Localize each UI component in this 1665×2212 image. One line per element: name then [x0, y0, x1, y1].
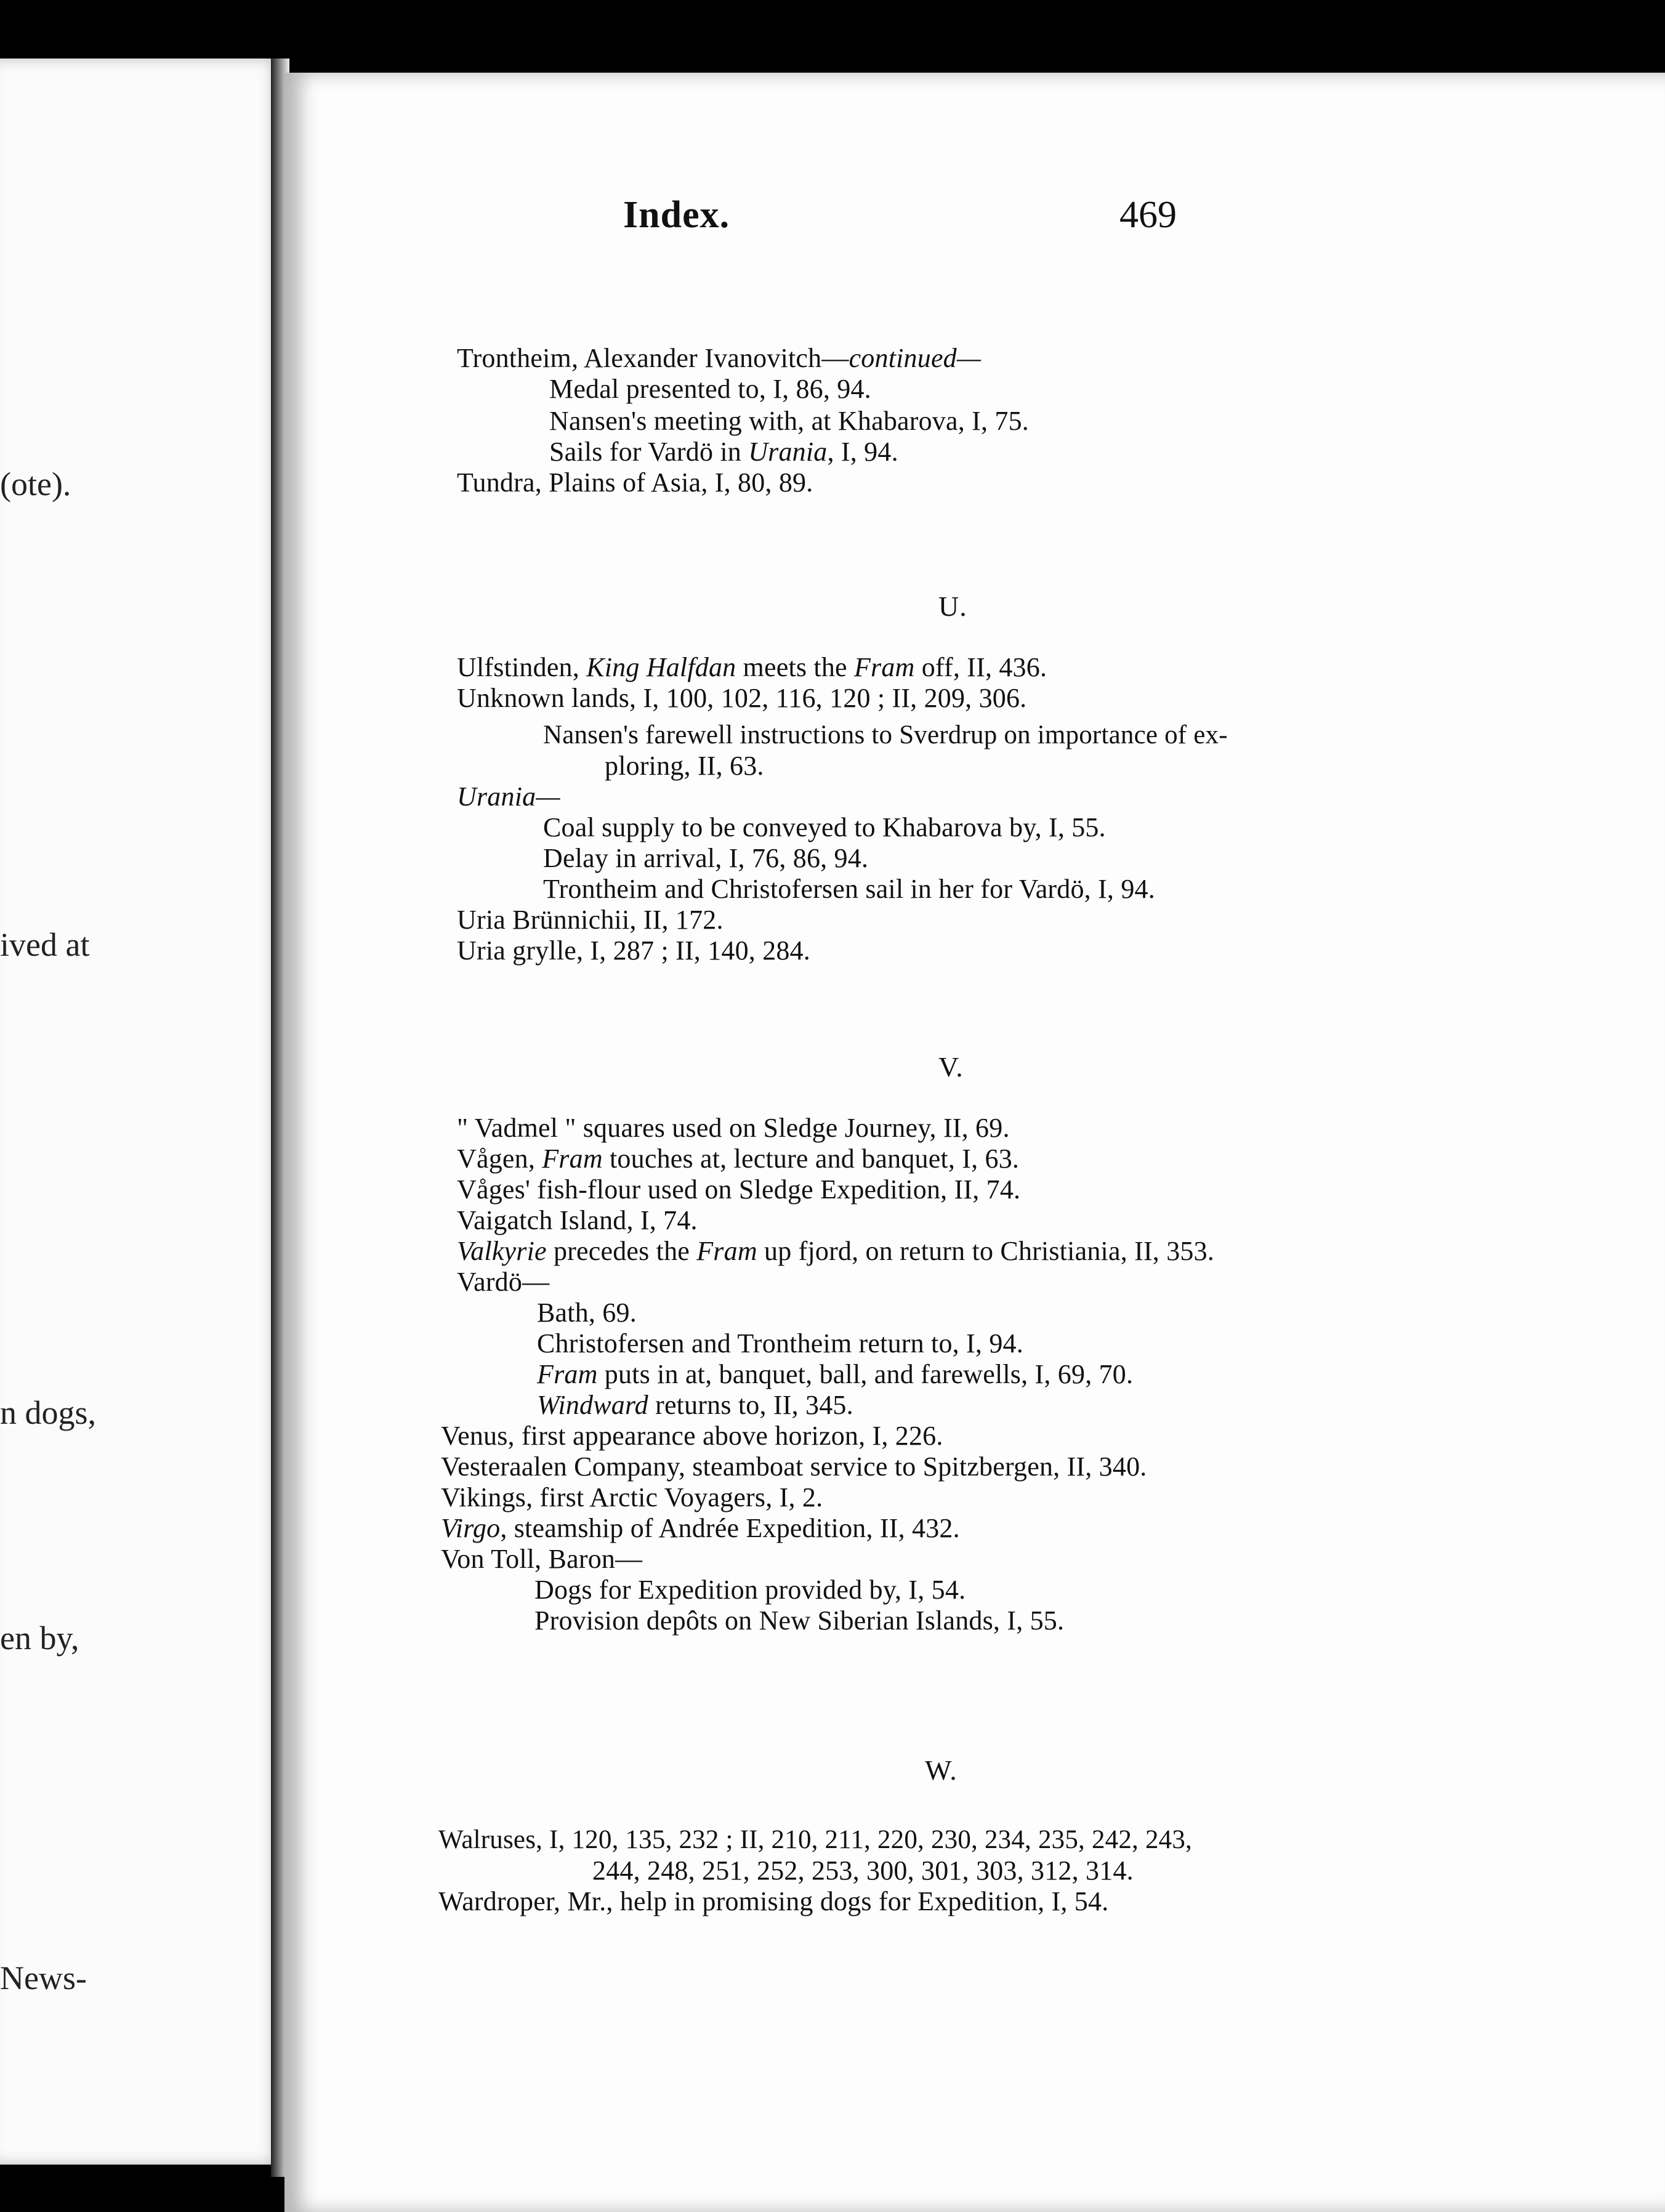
section-letter-v: V. [938, 1051, 964, 1083]
index-subentry: Trontheim and Christofersen sail in her for Vardö, I, 94. [543, 874, 1155, 904]
index-entry: Unknown lands, I, 100, 102, 116, 120 ; II, 209, 306. [457, 683, 1027, 713]
index-subentry: Delay in arrival, I, 76, 86, 94. [543, 843, 869, 873]
index-subentry: Nansen's farewell instructions to Sverdrup on importance of ex- [543, 721, 1228, 749]
index-entry: Vaigatch Island, I, 74. [457, 1205, 698, 1235]
index-entry: Vågen, Fram touches at, lecture and banquet, I, 63. [457, 1144, 1020, 1174]
left-facing-page [0, 59, 284, 2165]
page-number: 469 [1119, 194, 1177, 236]
index-subentry: Sails for Vardö in Urania, I, 94. [549, 437, 898, 467]
index-entry: Walruses, I, 120, 135, 232 ; II, 210, 211, 220, 230, 234, 235, 242, 243, [438, 1825, 1193, 1854]
index-entry-continuation: 244, 248, 251, 252, 253, 300, 301, 303, 312, 314. [592, 1855, 1134, 1886]
index-subentry: Medal presented to, I, 86, 94. [549, 374, 871, 404]
index-entry: Våges' fish-flour used on Sledge Expedition, II, 74. [457, 1174, 1021, 1205]
left-page-fragment: n dogs, [0, 1394, 97, 1431]
left-page-fragment: en by, [0, 1620, 79, 1657]
index-subentry: Provision depôts on New Siberian Islands, I, 55. [534, 1605, 1065, 1636]
index-entry: Venus, first appearance above horizon, I, 226. [441, 1421, 943, 1451]
index-subentry: Windward returns to, II, 345. [537, 1390, 853, 1420]
index-entry: Ulfstinden, King Halfdan meets the Fram off, II, 436. [457, 652, 1047, 682]
index-entry: Vikings, first Arctic Voyagers, I, 2. [441, 1482, 823, 1512]
index-entry: Vardö— [457, 1267, 550, 1297]
index-entry: Valkyrie precedes the Fram up fjord, on return to Christiania, II, 353. [457, 1236, 1214, 1266]
index-entry: Trontheim, Alexander Ivanovitch—continued— [457, 343, 982, 373]
index-entry: Von Toll, Baron— [441, 1544, 643, 1574]
index-subentry: Dogs for Expedition provided by, I, 54. [534, 1575, 966, 1605]
index-entry: " Vadmel " squares used on Sledge Journey, II, 69. [457, 1113, 1010, 1143]
index-entry: Uria grylle, I, 287 ; II, 140, 284. [457, 935, 810, 966]
index-entry: Virgo, steamship of Andrée Expedition, II, 432. [441, 1513, 960, 1543]
left-page-fragment: (ote). [0, 466, 71, 503]
index-subentry-continuation: ploring, II, 63. [605, 751, 764, 781]
index-subentry: Christofersen and Trontheim return to, I, 94. [537, 1328, 1023, 1358]
section-letter-u: U. [938, 591, 967, 622]
index-entry: Urania— [457, 781, 560, 812]
index-entry: Wardroper, Mr., help in promising dogs for Expedition, I, 54. [438, 1886, 1109, 1916]
left-page-fragment: News- [0, 1960, 87, 1996]
index-subentry: Nansen's meeting with, at Khabarova, I, 75. [549, 406, 1029, 436]
index-subentry: Bath, 69. [537, 1298, 637, 1328]
section-letter-w: W. [925, 1754, 957, 1786]
page-title: Index. [623, 194, 730, 236]
index-entry: Vesteraalen Company, steamboat service to Spitzbergen, II, 340. [441, 1451, 1147, 1482]
index-subentry: Fram puts in at, banquet, ball, and farewells, I, 69, 70. [537, 1359, 1134, 1389]
left-page-fragment: ived at [0, 926, 90, 963]
index-entry: Tundra, Plains of Asia, I, 80, 89. [457, 467, 813, 498]
index-entry: Uria Brünnichii, II, 172. [457, 905, 724, 935]
index-subentry: Coal supply to be conveyed to Khabarova by, I, 55. [543, 812, 1106, 842]
